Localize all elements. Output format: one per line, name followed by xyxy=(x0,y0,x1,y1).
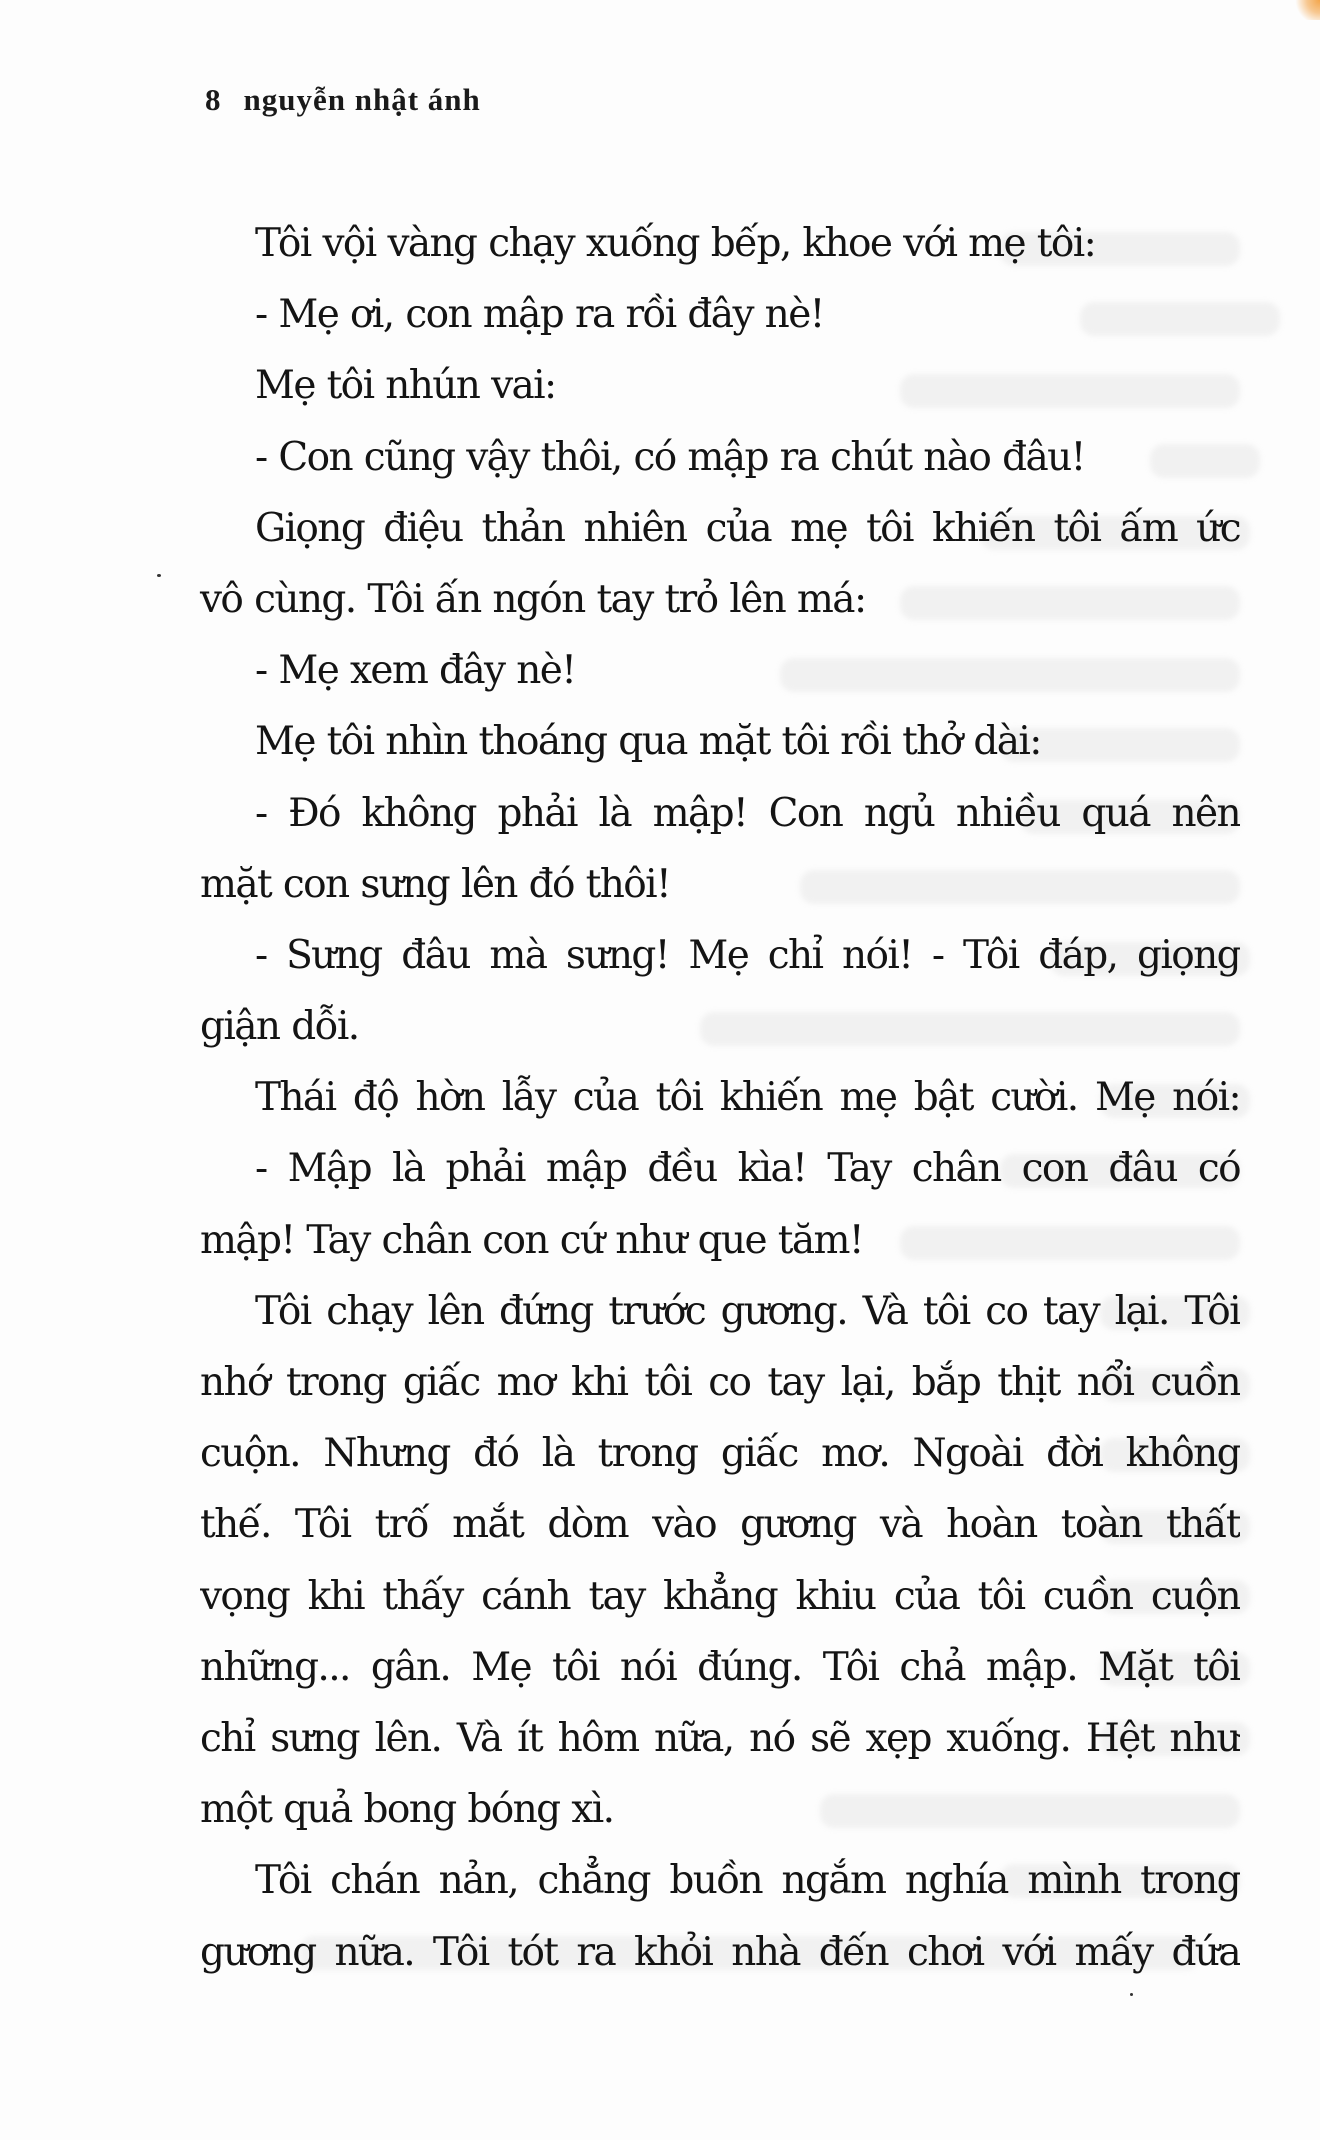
text-line: mập! Tay chân con cứ như que tăm! xyxy=(200,1217,863,1263)
text-line: vọng khi thấy cánh tay khẳng khiu của tôi cuồn cuộn xyxy=(200,1573,1240,1619)
text-line: Tôi chạy lên đứng trước gương. Và tôi co tay lại. Tôi xyxy=(255,1288,1240,1334)
text-line: Tôi vội vàng chạy xuống bếp, khoe với mẹ tôi: xyxy=(255,221,1096,266)
text-line: Mẹ tôi nhún vai: xyxy=(255,363,556,409)
text-line: Giọng điệu thản nhiên của mẹ tôi khiến tôi ấm ức xyxy=(255,505,1240,551)
text-line: gương nữa. Tôi tót ra khỏi nhà đến chơi với mấy đứa xyxy=(200,1929,1240,1975)
page-corner-accent xyxy=(1294,0,1320,20)
dialogue-line: - Mẹ ơi, con mập ra rồi đây nè! xyxy=(255,292,824,338)
text-line: một quả bong bóng xì. xyxy=(200,1787,614,1833)
text-line: vô cùng. Tôi ấn ngón tay trỏ lên má: xyxy=(200,576,866,622)
body-text xyxy=(200,208,1240,1988)
running-head xyxy=(205,82,481,118)
dialogue-line: - Mập là phải mập đều kìa! Tay chân con đâu có xyxy=(255,1146,1240,1192)
dialogue-line: - Sưng đâu mà sưng! Mẹ chỉ nói! - Tôi đáp, giọng xyxy=(255,932,1240,978)
text-line: mặt con sưng lên đó thôi! xyxy=(200,861,671,907)
text-line: giận dỗi. xyxy=(200,1004,359,1050)
text-line: Mẹ tôi nhìn thoáng qua mặt tôi rồi thở dài: xyxy=(255,719,1041,765)
author-name: nguyễn nhật ánh xyxy=(243,82,481,117)
text-line: nhớ trong giấc mơ khi tôi co tay lại, bắp thịt nổi cuồn xyxy=(200,1360,1240,1405)
text-line: Thái độ hờn lẫy của tôi khiến mẹ bật cười. Mẹ nói: xyxy=(255,1075,1240,1121)
dialogue-line: - Mẹ xem đây nè! xyxy=(255,648,576,694)
ink-speck xyxy=(157,574,161,577)
text-line: những... gân. Mẹ tôi nói đúng. Tôi chả mập. Mặt tôi xyxy=(200,1644,1240,1690)
text-line: thế. Tôi trố mắt dòm vào gương và hoàn toàn thất xyxy=(200,1502,1240,1548)
page-number: 8 xyxy=(205,82,222,117)
text-line: chỉ sưng lên. Và ít hôm nữa, nó sẽ xẹp xuống. Hệt như xyxy=(200,1715,1240,1761)
text-line: Tôi chán nản, chẳng buồn ngắm nghía mình trong xyxy=(255,1858,1240,1904)
dialogue-line: - Đó không phải là mập! Con ngủ nhiều quá nên xyxy=(255,790,1240,836)
ink-speck xyxy=(1130,1993,1133,1996)
dialogue-line: - Con cũng vậy thôi, có mập ra chút nào đâu! xyxy=(255,434,1085,480)
text-line: cuộn. Nhưng đó là trong giấc mơ. Ngoài đời không xyxy=(200,1431,1240,1477)
